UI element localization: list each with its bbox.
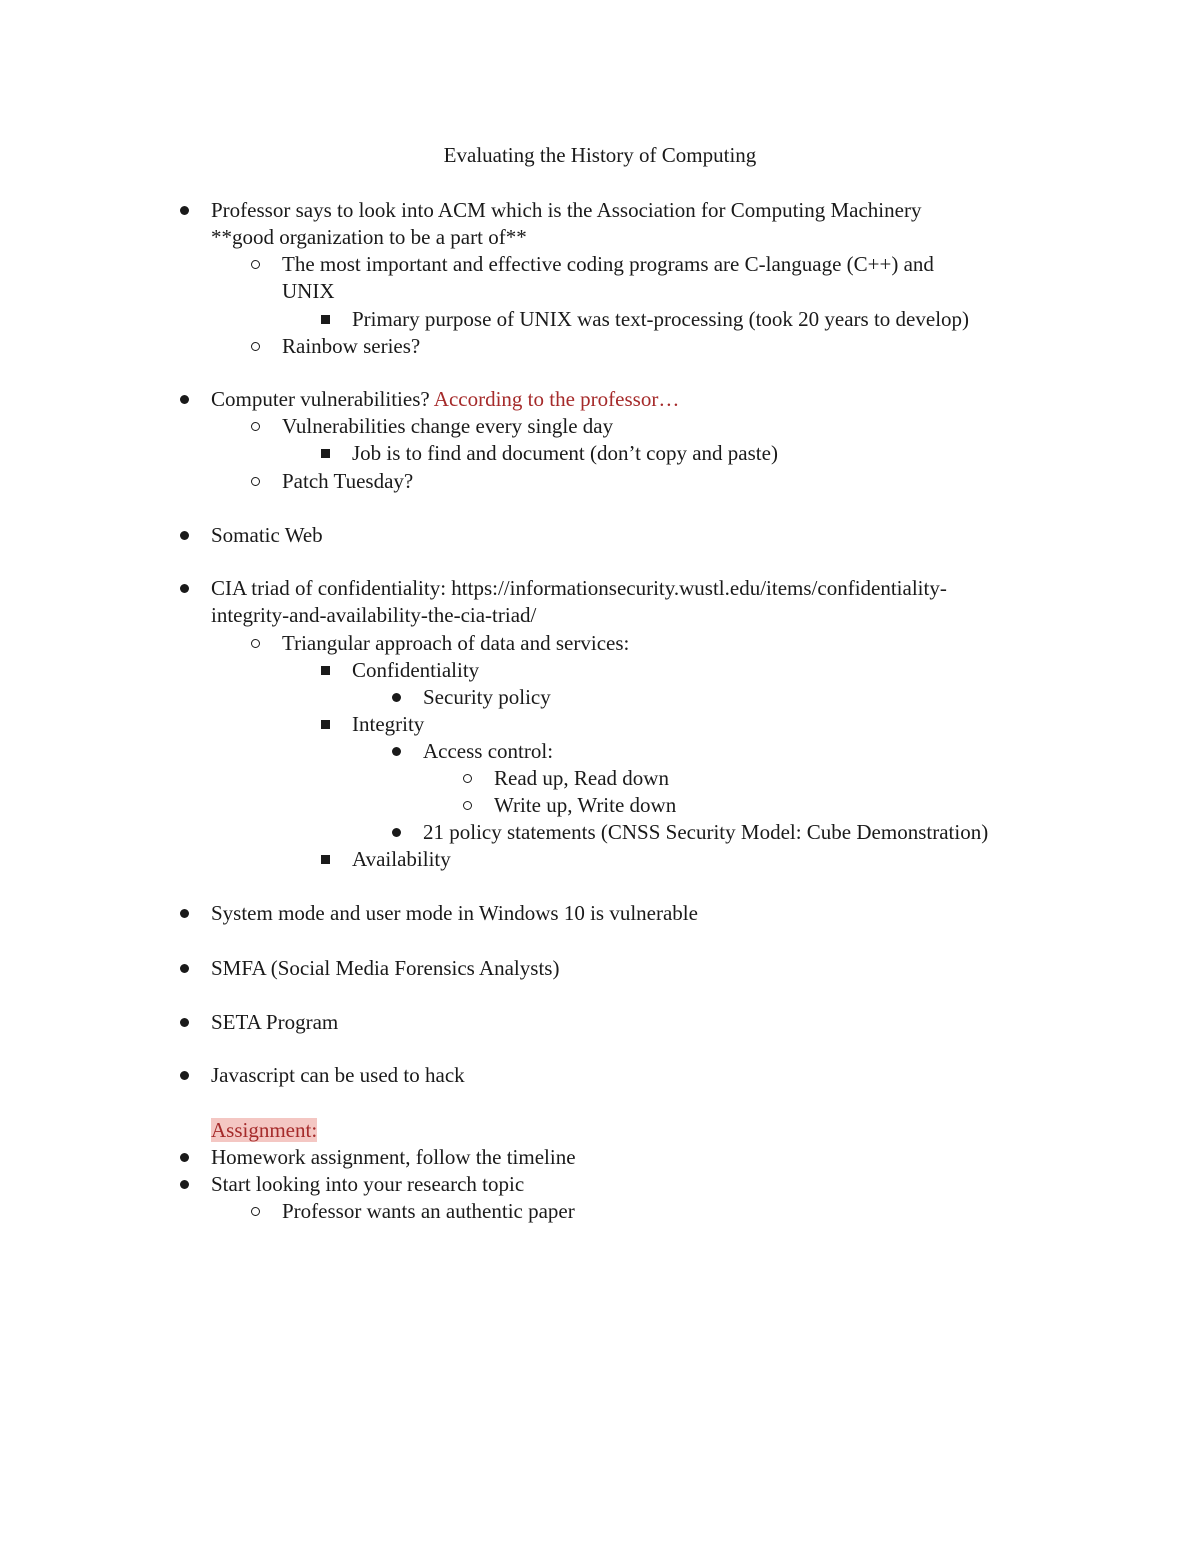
note-line: integrity-and-availability-the-cia-triad/ [211,603,537,627]
note-line: Primary purpose of UNIX was text-processing (took 20 years to develop) [352,307,970,331]
note-line: Patch Tuesday? [282,469,414,493]
bullet-square-icon [315,440,335,467]
note-line: Vulnerabilities change every single day [282,414,614,438]
bullet-circle-icon [245,630,265,657]
note-line: Integrity [352,712,425,736]
note-line: Write up, Write down [494,793,677,817]
note-line: Access control: [423,739,554,763]
bullet-dot-icon [386,819,406,846]
bullet-dot-icon [174,386,194,413]
bullet-square-icon [315,657,335,684]
vulnerabilities-question: Computer vulnerabilities? [211,387,434,411]
bullet-dot-icon [174,522,194,549]
bullet-dot-icon [174,955,194,982]
bullet-dot-icon [386,684,406,711]
note-line: Somatic Web [211,523,323,547]
bullet-dot-icon [174,575,194,602]
note-line: UNIX [282,279,335,303]
bullet-dot-icon [174,197,194,224]
note-line: Job is to find and document (don’t copy and paste) [352,441,778,465]
page-title: Evaluating the History of Computing [443,143,757,167]
note-line: Triangular approach of data and services: [282,631,630,655]
bullet-square-icon [315,711,335,738]
bullet-circle-icon [457,765,477,792]
note-line: Read up, Read down [494,766,669,790]
bullet-dot-icon [174,1009,194,1036]
bullet-square-icon [315,846,335,873]
note-line: Availability [352,847,451,871]
note-line: The most important and effective coding programs are C-language (C++) and [282,252,934,276]
note-line: **good organization to be a part of** [211,225,527,249]
note-line: Confidentiality [352,658,480,682]
bullet-dot-icon [174,1062,194,1089]
note-line: Professor says to look into ACM which is the Association for Computing Machinery [211,198,922,222]
bullet-circle-icon [457,792,477,819]
note-line: System mode and user mode in Windows 10 is vulnerable [211,901,698,925]
note-line: SETA Program [211,1010,339,1034]
bullet-circle-icon [245,333,265,360]
note-line: Rainbow series? [282,334,421,358]
note-line: Security policy [423,685,551,709]
note-line: Homework assignment, follow the timeline [211,1145,576,1169]
bullet-square-icon [315,306,335,333]
note-line: CIA triad of confidentiality: https://informationsecurity.wustl.edu/items/confidentiality- [211,576,947,600]
bullet-dot-icon [386,738,406,765]
bullet-circle-icon [245,413,265,440]
note-line: Javascript can be used to hack [211,1063,465,1087]
bullet-dot-icon [174,900,194,927]
note-line: Professor wants an authentic paper [282,1199,575,1223]
note-line: SMFA (Social Media Forensics Analysts) [211,956,560,980]
professor-note-red: According to the professor… [433,387,680,411]
bullet-circle-icon [245,468,265,495]
note-line: Start looking into your research topic [211,1172,525,1196]
bullet-circle-icon [245,1198,265,1225]
assignment-highlight: Assignment: [211,1118,318,1142]
assignment-heading [211,1117,317,1144]
bullet-circle-icon [245,251,265,278]
note-line [211,386,679,413]
bullet-dot-icon [174,1171,194,1198]
note-line: 21 policy statements (CNSS Security Model: Cube Demonstration) [423,820,989,844]
bullet-dot-icon [174,1144,194,1171]
